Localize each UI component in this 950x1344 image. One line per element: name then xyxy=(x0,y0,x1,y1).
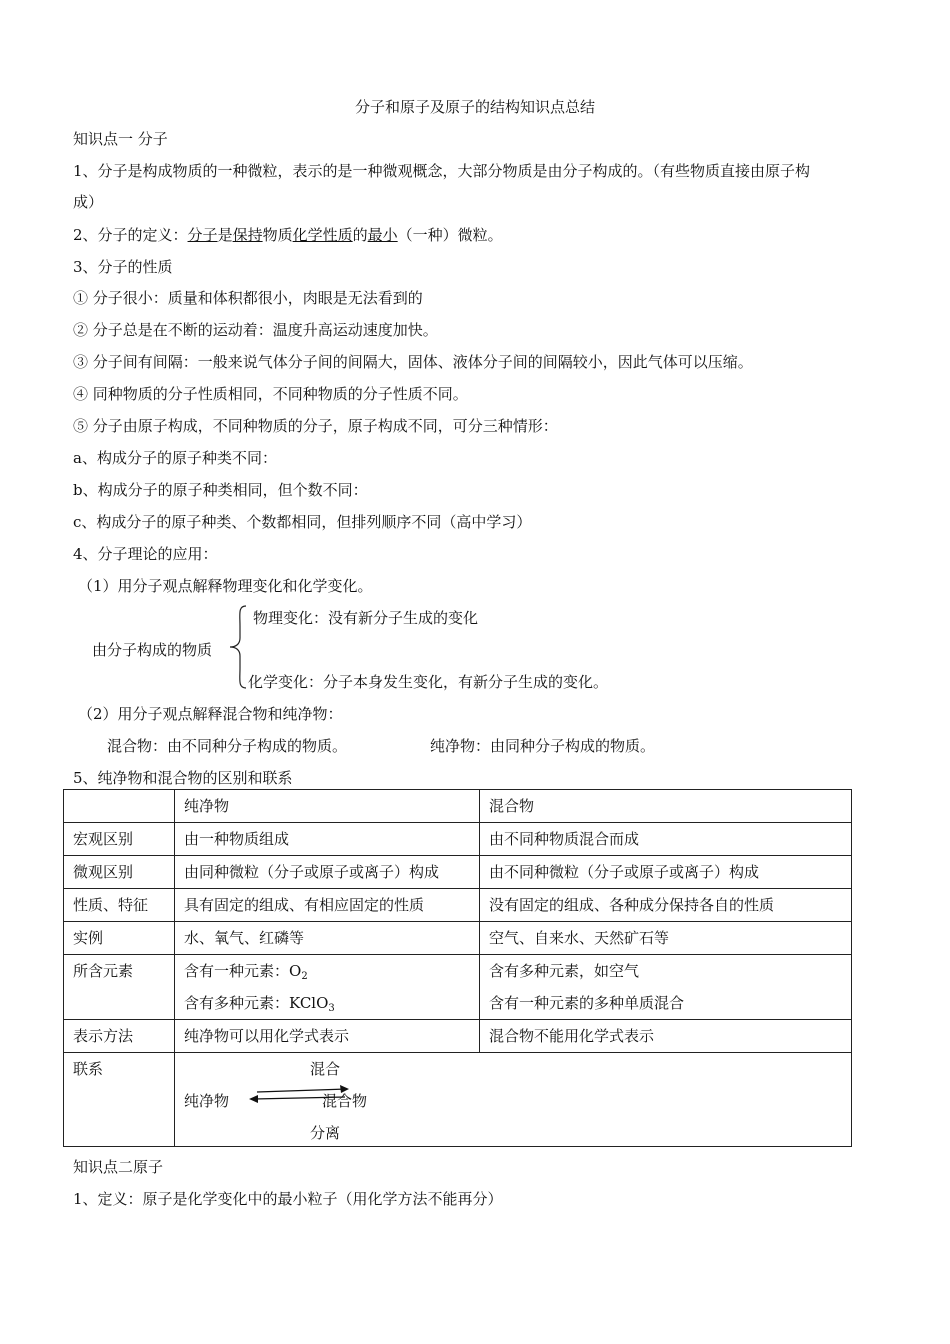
table-cell: 由同种微粒（分子或原子或离子）构成 xyxy=(175,856,480,889)
list-item: a、构成分子的原子种类不同： xyxy=(73,449,277,467)
relation-label-bottom: 分离 xyxy=(310,1124,341,1142)
paragraph: 3、分子的性质 xyxy=(73,258,173,276)
table-header-cell: 纯净物 xyxy=(175,790,480,823)
comparison-table xyxy=(63,789,852,1147)
table-cell: 水、氧气、红磷等 xyxy=(175,922,480,955)
underlined-term: 最小 xyxy=(367,226,398,244)
paragraph: （2）用分子观点解释混合物和纯净物： xyxy=(78,705,343,723)
brace-branch-top: 物理变化：没有新分子生成的变化 xyxy=(253,609,479,627)
brace-root: 由分子构成的物质 xyxy=(92,641,213,659)
table-cell: 表示方法 xyxy=(64,1020,175,1053)
paragraph: 成） xyxy=(73,193,104,211)
list-item: ③ 分子间有间隔：一般来说气体分子间的间隔大，固体、液体分子间的间隔较小，因此气体可以压缩。 xyxy=(73,353,753,371)
table-cell: 没有固定的组成、各种成分保持各自的性质 xyxy=(480,889,852,922)
table-row xyxy=(64,823,852,856)
table-cell xyxy=(175,955,480,1020)
table-cell xyxy=(480,955,852,1020)
paragraph: 5、纯净物和混合物的区别和联系 xyxy=(73,769,293,787)
table-row xyxy=(64,922,852,955)
cell-line: 含有一种元素的多种单质混合 xyxy=(489,994,685,1012)
text: 2、分子的定义： xyxy=(73,226,188,244)
table-cell: 所含元素 xyxy=(64,955,175,1020)
table-cell: 宏观区别 xyxy=(64,823,175,856)
table-row xyxy=(64,856,852,889)
text: 的 xyxy=(352,226,368,244)
relation-diagram-cell xyxy=(175,1053,852,1147)
definition-pure: 纯净物：由同种分子构成的物质。 xyxy=(430,737,656,755)
section-heading: 知识点二原子 xyxy=(73,1158,164,1176)
list-item: ② 分子总是在不断的运动着：温度升高运动速度加快。 xyxy=(73,321,438,339)
table-cell: 混合物不能用化学式表示 xyxy=(480,1020,852,1053)
table-cell: 纯净物可以用化学式表示 xyxy=(175,1020,480,1053)
paragraph: 1、定义：原子是化学变化中的最小粒子（用化学方法不能再分） xyxy=(73,1190,503,1208)
table-row xyxy=(64,1053,852,1147)
table-cell: 联系 xyxy=(64,1053,175,1147)
table-header-row xyxy=(64,790,852,823)
paragraph: 4、分子理论的应用： xyxy=(73,545,218,563)
table-cell: 空气、自来水、天然矿石等 xyxy=(480,922,852,955)
section-heading: 知识点一 分子 xyxy=(73,130,168,148)
table-cell: 具有固定的组成、有相应固定的性质 xyxy=(175,889,480,922)
text: 物质 xyxy=(262,226,293,244)
page-title: 分子和原子及原子的结构知识点总结 xyxy=(354,98,595,116)
list-item: ⑤ 分子由原子构成，不同种物质的分子，原子构成不同，可分三种情形： xyxy=(73,417,558,435)
text: （一种）微粒。 xyxy=(397,226,503,244)
table-cell: 由一种物质组成 xyxy=(175,823,480,856)
list-item: c、构成分子的原子种类、个数都相同，但排列顺序不同（高中学习） xyxy=(73,513,532,531)
table-cell: 实例 xyxy=(64,922,175,955)
relation-label-right: 混合物 xyxy=(322,1092,368,1110)
table-cell: 性质、特征 xyxy=(64,889,175,922)
table-row xyxy=(64,955,852,1020)
brace-branch-bottom: 化学变化：分子本身发生变化，有新分子生成的变化。 xyxy=(248,673,609,691)
table-row xyxy=(64,889,852,922)
paragraph: （1）用分子观点解释物理变化和化学变化。 xyxy=(78,577,373,595)
definition-mixture: 混合物：由不同种分子构成的物质。 xyxy=(107,737,348,755)
underlined-term: 保持 xyxy=(232,226,263,244)
table-cell xyxy=(64,790,175,823)
curly-brace-icon xyxy=(226,604,250,690)
cell-line: 含有多种元素，如空气 xyxy=(489,962,640,980)
relation-label-top: 混合 xyxy=(310,1060,341,1078)
list-item: b、构成分子的原子种类相同，但个数不同： xyxy=(73,481,368,499)
cell-line: 含有一种元素：$O_2$ xyxy=(184,962,308,982)
list-item: ① 分子很小：质量和体积都很小，肉眼是无法看到的 xyxy=(73,289,423,307)
table-cell: 微观区别 xyxy=(64,856,175,889)
list-item: ④ 同种物质的分子性质相同，不同种物质的分子性质不同。 xyxy=(73,385,468,403)
table-cell: 由不同种物质混合而成 xyxy=(480,823,852,856)
table-cell: 由不同种微粒（分子或原子或离子）构成 xyxy=(480,856,852,889)
double-arrow-icon xyxy=(245,1078,355,1108)
definition-line xyxy=(73,224,503,246)
relation-label-left: 纯净物 xyxy=(184,1092,230,1110)
underlined-term: 化学性质 xyxy=(292,226,353,244)
underlined-term: 分子 xyxy=(187,226,218,244)
text: 是 xyxy=(217,226,233,244)
cell-line: 含有多种元素：KClO$_3$ xyxy=(184,994,335,1014)
table-row xyxy=(64,1020,852,1053)
table-header-cell: 混合物 xyxy=(480,790,852,823)
paragraph: 1、分子是构成物质的一种微粒，表示的是一种微观概念，大部分物质是由分子构成的。（有些物质直接由原子构 xyxy=(73,162,811,180)
